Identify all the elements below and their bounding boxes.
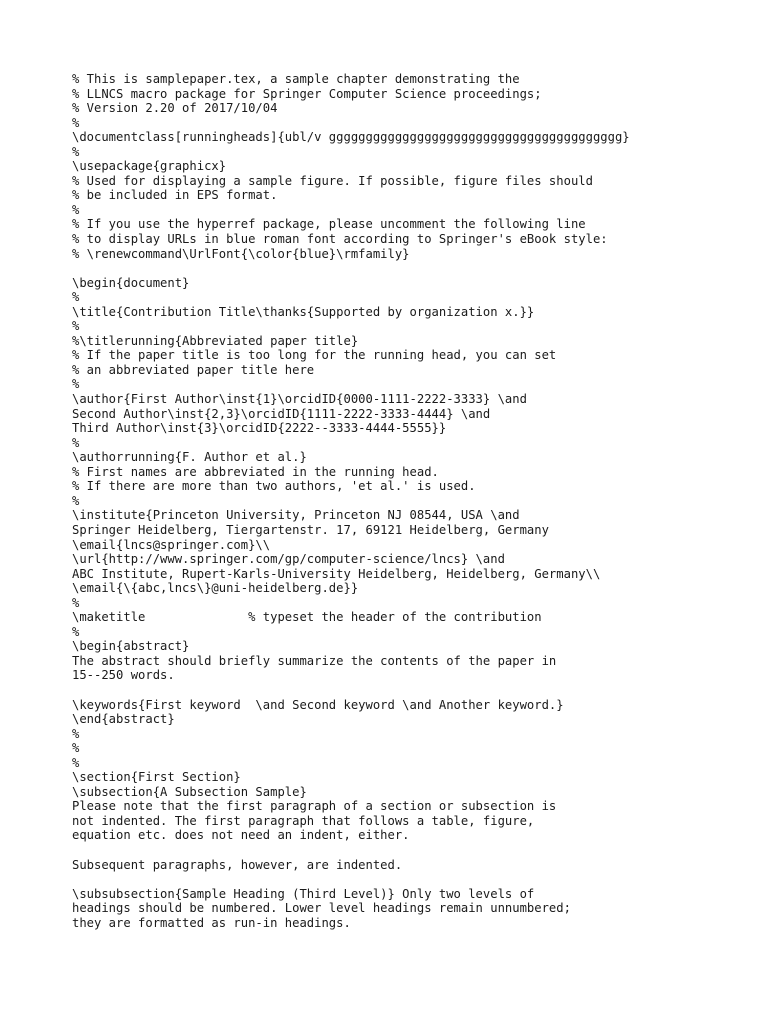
- source-line: \documentclass[runningheads]{ubl/v gggggggggggggggggggggggggggggggggggggggg}: [72, 130, 630, 145]
- source-line: The abstract should briefly summarize the contents of the paper in: [72, 653, 557, 668]
- source-line: \author{First Author\inst{1}\orcidID{0000-1111-2222-3333} \and: [72, 392, 527, 407]
- source-line: % If the paper title is too long for the running head, you can set: [72, 348, 557, 363]
- source-line: % to display URLs in blue roman font according to Springer's eBook style:: [72, 232, 608, 247]
- source-line: \authorrunning{F. Author et al.}: [72, 450, 307, 465]
- latex-source-text: [72, 72, 752, 930]
- source-line: headings should be numbered. Lower level headings remain unnumbered;: [72, 901, 571, 916]
- source-line: \begin{document}: [72, 275, 190, 290]
- source-line: [72, 683, 752, 698]
- source-line: [72, 843, 752, 858]
- source-line: %: [72, 755, 80, 770]
- source-line: %: [72, 319, 80, 334]
- source-line: % First names are abbreviated in the running head.: [72, 464, 439, 479]
- source-line: % If there are more than two authors, 'et al.' is used.: [72, 479, 476, 494]
- source-line: % Version 2.20 of 2017/10/04: [72, 101, 278, 116]
- source-line: % be included in EPS format.: [72, 188, 278, 203]
- source-line: Third Author\inst{3}\orcidID{2222--3333-4444-5555}}: [72, 421, 447, 436]
- source-line: \email{\{abc,lncs\}@uni-heidelberg.de}}: [72, 581, 359, 596]
- source-line: \begin{abstract}: [72, 639, 190, 654]
- source-line: %: [72, 741, 80, 756]
- source-line: \maketitle % typeset the header of the contribution: [72, 610, 542, 625]
- source-line: %: [72, 435, 80, 450]
- source-line: %: [72, 377, 80, 392]
- source-line: [72, 261, 752, 276]
- source-line: % This is samplepaper.tex, a sample chapter demonstrating the: [72, 72, 520, 86]
- source-line: \url{http://www.springer.com/gp/computer-science/lncs} \and: [72, 552, 505, 567]
- source-line: Please note that the first paragraph of a section or subsection is: [72, 799, 557, 814]
- source-line: Subsequent paragraphs, however, are indented.: [72, 857, 403, 872]
- source-line: [72, 872, 752, 887]
- source-line: they are formatted as run-in headings.: [72, 915, 351, 930]
- source-line: % an abbreviated paper title here: [72, 362, 315, 377]
- source-line: % \renewcommand\UrlFont{\color{blue}\rmfamily}: [72, 246, 410, 261]
- source-line: 15--250 words.: [72, 668, 175, 683]
- source-line: Springer Heidelberg, Tiergartenstr. 17, 69121 Heidelberg, Germany: [72, 522, 549, 537]
- source-line: %: [72, 624, 80, 639]
- source-line: \section{First Section}: [72, 770, 241, 785]
- source-line: %: [72, 115, 80, 130]
- source-line: \subsubsection{Sample Heading (Third Level)} Only two levels of: [72, 886, 535, 901]
- source-line: % LLNCS macro package for Springer Computer Science proceedings;: [72, 86, 542, 101]
- source-line: %: [72, 144, 80, 159]
- source-line: \usepackage{graphicx}: [72, 159, 227, 174]
- source-line: %: [72, 290, 80, 305]
- source-line: \subsection{A Subsection Sample}: [72, 784, 307, 799]
- source-line: ABC Institute, Rupert-Karls-University Heidelberg, Heidelberg, Germany\\: [72, 566, 601, 581]
- source-line: \end{abstract}: [72, 712, 175, 727]
- source-line: % If you use the hyperref package, please uncomment the following line: [72, 217, 586, 232]
- source-line: %: [72, 595, 80, 610]
- source-line: %: [72, 202, 80, 217]
- source-line: \title{Contribution Title\thanks{Supported by organization x.}}: [72, 304, 535, 319]
- source-line: \email{lncs@springer.com}\\: [72, 537, 271, 552]
- source-line: \institute{Princeton University, Princeton NJ 08544, USA \and: [72, 508, 520, 523]
- source-line: % Used for displaying a sample figure. If possible, figure files should: [72, 173, 593, 188]
- source-line: \keywords{First keyword \and Second keyword \and Another keyword.}: [72, 697, 564, 712]
- source-line: %: [72, 726, 80, 741]
- source-line: %\titlerunning{Abbreviated paper title}: [72, 333, 359, 348]
- source-line: %: [72, 493, 80, 508]
- source-line: equation etc. does not need an indent, either.: [72, 828, 410, 843]
- source-line: Second Author\inst{2,3}\orcidID{1111-2222-3333-4444} \and: [72, 406, 491, 421]
- source-line: not indented. The first paragraph that follows a table, figure,: [72, 813, 535, 828]
